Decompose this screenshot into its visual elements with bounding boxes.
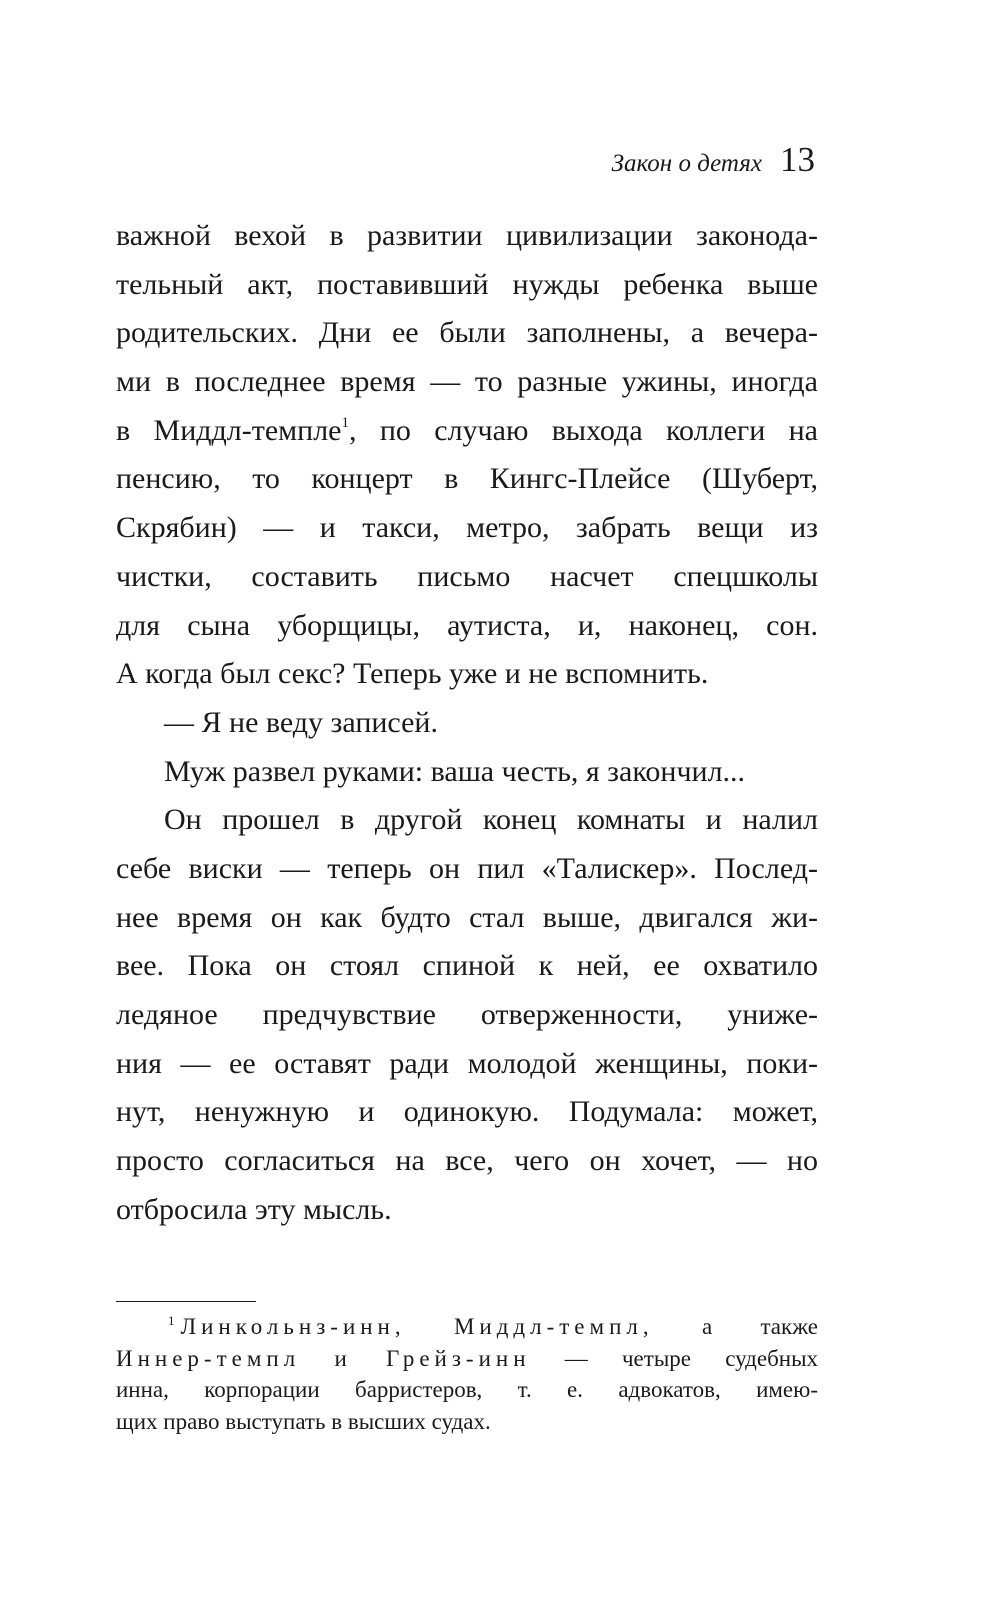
text-line: для сына уборщицы, аутиста, и, наконец, сон. [116, 608, 818, 642]
text-line: Муж развел руками: ваша честь, я закончил... [164, 754, 746, 788]
text-fragment: и [334, 1345, 352, 1371]
spaced-term: Грейз-инн [385, 1345, 531, 1371]
text-line: ледяное предчувствие отверженности, униже- [116, 998, 818, 1031]
spaced-term: Миддл-темпл, [453, 1314, 654, 1339]
running-head-title: Закон о детях [611, 150, 762, 177]
text-line: родительских. Дни ее были заполнены, а вечера- [116, 316, 818, 350]
text-line: вее. Пока он стоял спиной к ней, ее охватило [116, 949, 818, 983]
footnote-line: щих право выступать в высших судах. [116, 1408, 491, 1434]
text-line: ми в последнее время — то разные ужины, иногда [116, 365, 818, 399]
footnote-line: инна, корпорации барристеров, т. е. адвокатов, имею- [116, 1377, 818, 1402]
text-line: чистки, составить письмо насчет спецшколы [116, 559, 818, 593]
text-line-with-footnote [116, 407, 818, 456]
footnote-line [116, 1311, 818, 1343]
body-text [116, 212, 818, 1234]
text-fragment: — четыре судебных [564, 1345, 819, 1371]
footnote [116, 1311, 818, 1437]
text-line: Он прошел в другой конец комнаты и налил [164, 803, 818, 837]
footnote-line [116, 1343, 818, 1375]
text-line: нут, ненужную и одинокую. Подумала: может, [116, 1095, 818, 1129]
footnote-mark: 1 [168, 1313, 175, 1328]
running-head [612, 140, 815, 180]
footnote-reference[interactable]: 1 [341, 414, 349, 431]
text-line: тельный акт, поставивший нужды ребенка выше [116, 267, 818, 301]
text-line: отбросила эту мысль. [116, 1192, 392, 1226]
page-number: 13 [780, 140, 815, 179]
text-line: Скрябин) — и такси, метро, забрать вещи из [116, 511, 818, 545]
spaced-term: Линкольнз-инн, [180, 1314, 406, 1339]
text-line: нее время он как будто стал выше, двигался жи- [116, 900, 818, 934]
text-fragment: а также [701, 1314, 818, 1339]
text-fragment: в Миддл-темпле [116, 413, 342, 447]
text-line: А когда был секс? Теперь уже и не вспомнить. [116, 657, 709, 691]
text-line: пенсию, то концерт в Кингс-Плейсе (Шуберт, [116, 462, 818, 496]
footnote-divider [116, 1301, 256, 1302]
text-line: — Я не веду записей. [164, 705, 438, 739]
text-line: просто согласиться на все, чего он хочет, — но [116, 1144, 818, 1178]
text-line: себе виски — теперь он пил «Талискер». Послед- [116, 851, 818, 885]
text-line: ния — ее оставят ради молодой женщины, поки- [116, 1046, 818, 1080]
text-line: важной вехой в развитии цивилизации законода- [116, 219, 818, 252]
text-fragment: , по случаю выхода коллеги на [349, 413, 818, 447]
spaced-term: Иннер-темпл [116, 1345, 301, 1371]
